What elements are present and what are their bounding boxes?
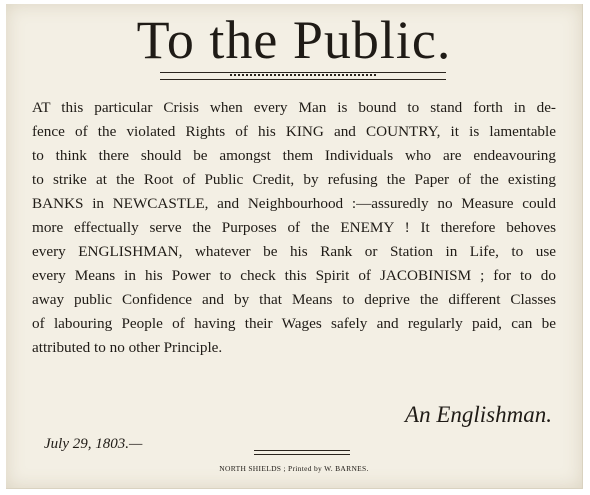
title-ornament-rule bbox=[160, 72, 446, 80]
body-line-5: BANKS in NEWCASTLE, and Neighbourhood :—assuredly no Measure could bbox=[32, 195, 556, 212]
date-line: July 29, 1803.— bbox=[44, 436, 143, 452]
handbill-sheet bbox=[6, 4, 583, 489]
printer-imprint: NORTH SHIELDS ; Printed by W. BARNES. bbox=[219, 464, 369, 473]
body-line-6: more effectually serve the Purposes of the ENEMY ! It therefore behoves bbox=[32, 219, 556, 236]
body-line-8: every Means in his Power to check this Spirit of JACOBINISM ; for to do bbox=[32, 267, 556, 284]
document-title: To the Public. bbox=[136, 10, 452, 70]
body-line-1: AT this particular Crisis when every Man is bound to stand forth in de- bbox=[32, 99, 556, 116]
body-line-10: of labouring People of having their Wages safely and regularly paid, can be bbox=[32, 315, 556, 332]
body-line-4: to strike at the Root of Public Credit, by refusing the Paper of the existing bbox=[32, 171, 556, 188]
footer-rule bbox=[254, 450, 350, 455]
body-line-9: away public Confidence and by that Means to deprive the different Classes bbox=[32, 291, 556, 308]
body-line-3: to think there should be amongst them Individuals who are endeavouring bbox=[32, 147, 556, 164]
body-line-7: every ENGLISHMAN, whatever be his Rank or Station in Life, to use bbox=[32, 243, 556, 260]
body-line-2: fence of the violated Rights of his KING and COUNTRY, it is lamentable bbox=[32, 123, 556, 140]
body-line-11: attributed to no other Principle. bbox=[32, 339, 223, 356]
signature: An Englishman. bbox=[405, 402, 552, 427]
